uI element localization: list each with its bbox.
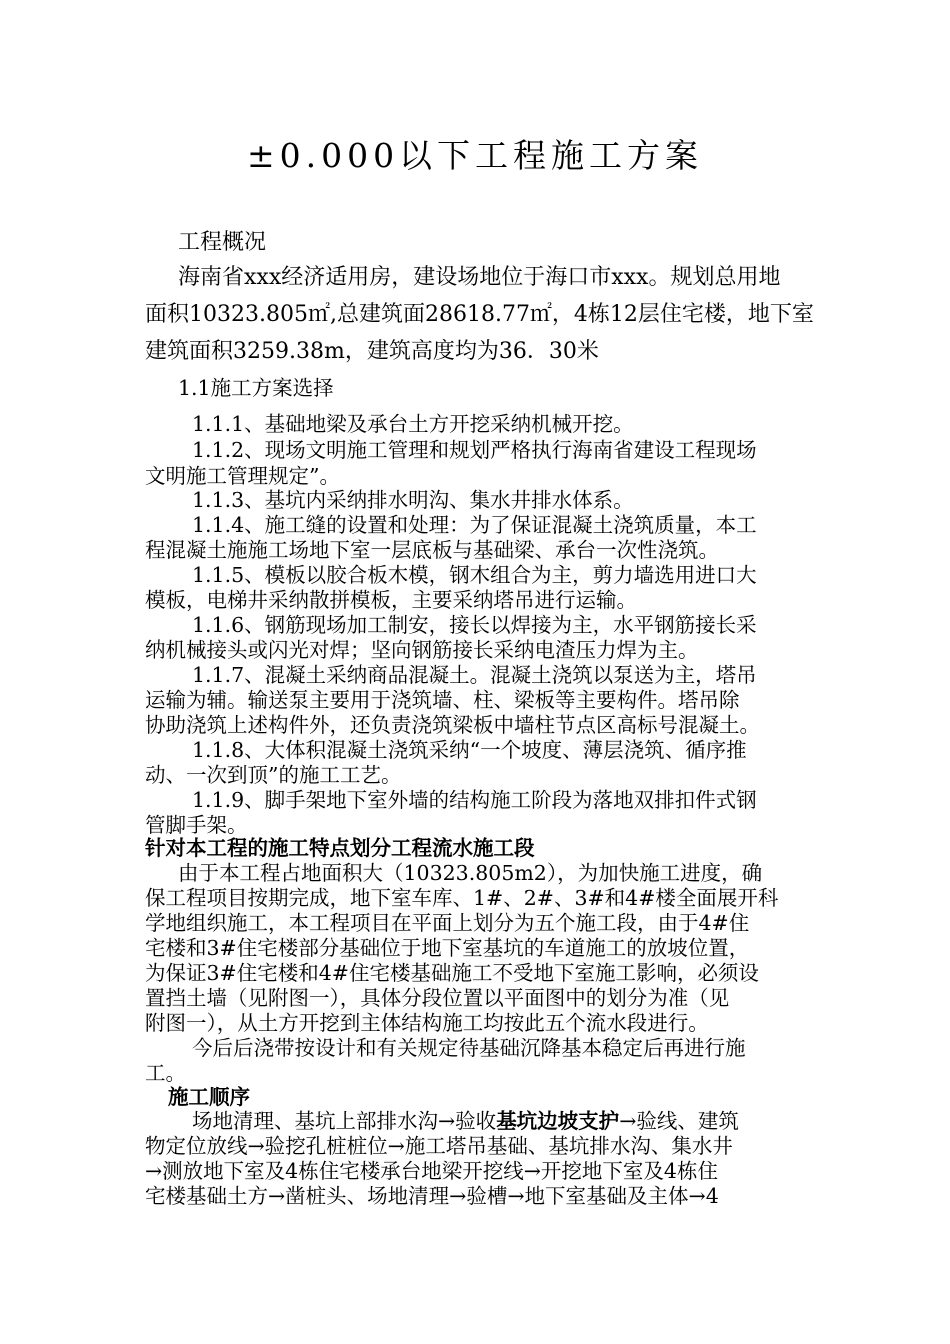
paragraph-line: 保工程项目按期完成，地下室车库、1#、2#、3#和4#楼全面展开科 [145,886,779,910]
paragraph-line: 管脚手架。 [145,813,248,837]
paragraph-line: 1.1.5、模板以胶合板木模，钢木组合为主，剪力墙选用进口大 [192,563,757,587]
sequence-text: →验线、建筑 [619,1109,739,1133]
paragraph-line: 1.1.6、钢筋现场加工制安，接长以焊接为主，水平钢筋接长采 [192,613,757,637]
paragraph-line: 纳机械接头或闪光对焊；坚向钢筋接长采纳电渣压力焊为主。 [145,638,699,662]
paragraph-line: 程混凝土施施工场地下室一层底板与基础梁、承台一次性浇筑。 [145,538,719,562]
paragraph-line: 1.1.7、混凝土采纳商品混凝土。混凝土浇筑以泵送为主，塔吊 [192,663,757,687]
paragraph-line: 物定位放线→验挖孔桩桩位→施工塔吊基础、基坑排水沟、集水井 [145,1134,733,1158]
paragraph-line: 1.1.2、现场文明施工管理和规划严格执行海南省建设工程现场 [192,438,757,462]
paragraph-line: 工。 [145,1061,186,1085]
paragraph-line: 由于本工程占地面积大（10323.805m2），为加快施工进度，确 [178,861,763,885]
paragraph-line: 1.1.9、脚手架地下室外墙的结构施工阶段为落地双排扣件式钢 [192,788,757,812]
section-heading-scheme: 1.1施工方案选择 [178,376,334,400]
paragraph-line: 模板，电梯井采纳散拼模板，主要采纳塔吊进行运输。 [145,588,637,612]
paragraph-line: 1.1.4、施工缝的设置和处理：为了保证混凝土浇筑质量，本工 [192,513,757,537]
paragraph-line: 置挡土墙（见附图一），具体分段位置以平面图中的划分为准（见 [145,986,730,1010]
paragraph-line: 宅楼基础土方→凿桩头、场地清理→验槽→地下室基础及主体→4 [145,1184,719,1208]
paragraph-line: 为保证3#住宅楼和4#住宅楼基础施工不受地下室施工影响，必须设 [145,961,759,985]
paragraph-line: →测放地下室及4栋住宅楼承台地梁开挖线→开挖地下室及4栋住 [145,1159,718,1183]
section-heading-sequence: 施工顺序 [168,1085,250,1109]
paragraph-line: 海南省xxx经济适用房，建设场地位于海口市xxx。规划总用地 [178,265,781,290]
section-heading-overview: 工程概况 [178,230,267,255]
section-heading-segments: 针对本工程的施工特点划分工程流水施工段 [145,836,535,860]
paragraph-line: 学地组织施工，本工程项目在平面上划分为五个施工段，由于4#住 [145,911,750,935]
paragraph-line: 建筑面积3259.38m，建筑高度均为36．30米 [145,339,599,364]
paragraph-line: 协助浇筑上述构件外，还负责浇筑梁板中墙柱节点区高标号混凝土。 [145,713,760,737]
sequence-text: 场地清理、基坑上部排水沟→验收 [192,1109,497,1133]
document-title: ±0.000以下工程施工方案 [246,136,704,175]
paragraph-line: 运输为辅。输送泵主要用于浇筑墙、柱、梁板等主要构件。塔吊除 [145,688,740,712]
paragraph-line: 1.1.8、大体积混凝土浇筑采纳“一个坡度、薄层浇筑、循序推 [192,738,747,762]
paragraph-line: 宅楼和3#住宅楼部分基础位于地下室基坑的车道施工的放坡位置， [145,936,750,960]
sequence-emphasis: 基坑边坡支护 [496,1109,620,1133]
paragraph-line: 1.1.3、基坑内采纳排水明沟、集水井排水体系。 [192,488,634,512]
paragraph-line: 动、一次到顶”的施工工艺。 [145,763,402,787]
paragraph-line [192,1108,739,1135]
paragraph-line: 1.1.1、基础地梁及承台土方开挖采纳机械开挖。 [192,412,634,436]
paragraph-line: 面积10323.805㎡,总建筑面28618.77㎡，4栋12层住宅楼，地下室 [145,302,814,327]
paragraph-line: 今后后浇带按设计和有关规定待基础沉降基本稳定后再进行施 [192,1036,746,1060]
paragraph-line: 附图一），从土方开挖到主体结构施工均按此五个流水段进行。 [145,1011,709,1035]
paragraph-line: 文明施工管理规定”。 [145,464,340,488]
